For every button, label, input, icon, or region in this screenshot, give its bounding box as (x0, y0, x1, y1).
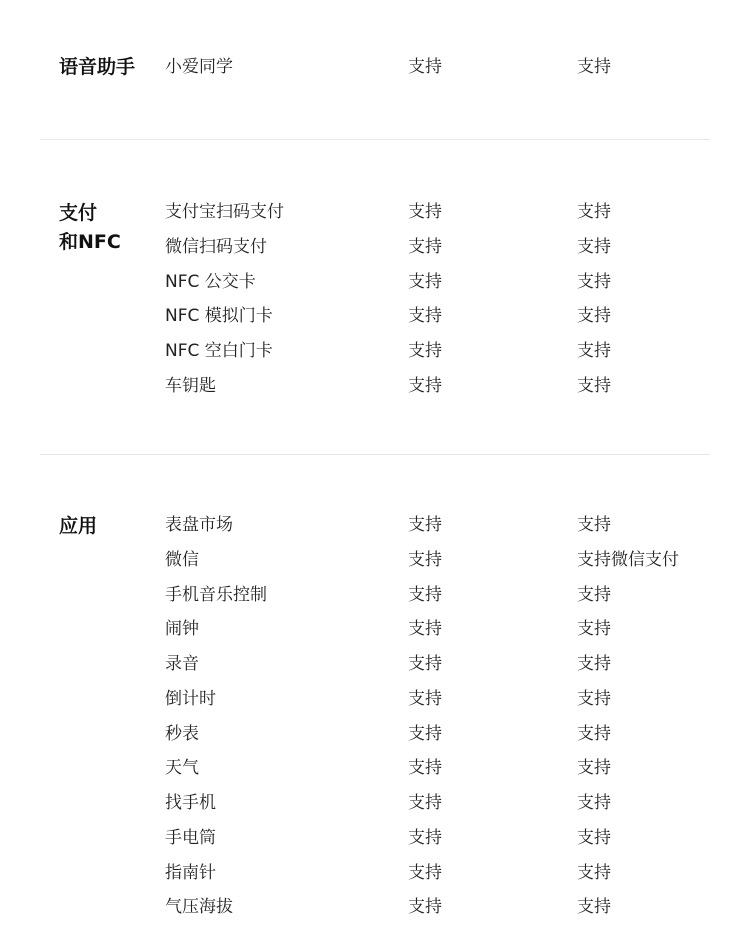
support-value-a: 支持 (408, 584, 442, 605)
feature-row (0, 618, 750, 653)
feature-row (0, 862, 750, 897)
feature-name: 小爱同学 (165, 57, 233, 77)
support-value-b: 支持 (577, 862, 611, 883)
feature-row (0, 549, 750, 584)
support-value-a: 支持 (408, 375, 442, 396)
support-value-b: 支持 (577, 654, 611, 674)
support-value-b: 支持 (577, 688, 611, 709)
feature-row (0, 792, 750, 827)
support-value-a: 支持 (408, 688, 442, 709)
feature-name: 找手机 (165, 793, 216, 813)
feature-name: 指南针 (165, 862, 216, 883)
feature-name: 录音 (165, 654, 199, 674)
feature-name: 车钥匙 (165, 375, 216, 396)
feature-name: NFC 公交卡 (165, 271, 256, 292)
support-value-b: 支持 (577, 236, 611, 257)
support-value-b: 支持 (577, 375, 611, 396)
feature-row (0, 271, 750, 306)
feature-row (0, 757, 750, 792)
feature-name: NFC 模拟门卡 (165, 306, 273, 327)
support-value-b: 支持微信支付 (577, 549, 679, 570)
feature-row (0, 375, 750, 410)
feature-name: 手机音乐控制 (165, 584, 267, 605)
support-value-a: 支持 (408, 57, 442, 77)
feature-name: 气压海拔 (165, 897, 233, 918)
feature-name: 支付宝扫码支付 (165, 202, 284, 222)
feature-name: NFC 空白门卡 (165, 341, 273, 361)
support-value-a: 支持 (408, 758, 442, 779)
support-value-b: 支持 (577, 584, 611, 605)
support-value-b: 支持 (577, 897, 611, 918)
feature-row (0, 584, 750, 619)
support-value-a: 支持 (408, 341, 442, 361)
support-value-b: 支持 (577, 758, 611, 779)
category-label: 语音助手 (59, 56, 136, 78)
support-value-a: 支持 (408, 897, 442, 918)
support-value-a: 支持 (408, 862, 442, 883)
support-value-a: 支持 (408, 202, 442, 222)
feature-name: 闹钟 (165, 619, 199, 640)
support-value-a: 支持 (408, 271, 442, 292)
feature-row (0, 653, 750, 688)
feature-row (0, 827, 750, 862)
feature-row (0, 688, 750, 723)
support-value-a: 支持 (408, 827, 442, 848)
support-value-b: 支持 (577, 57, 611, 77)
feature-name: 微信扫码支付 (165, 236, 267, 257)
support-value-a: 支持 (408, 515, 442, 535)
section-divider (40, 139, 710, 140)
support-value-a: 支持 (408, 793, 442, 813)
category-label: 应用 (59, 515, 98, 537)
feature-row (0, 201, 750, 236)
feature-row (0, 56, 750, 91)
support-value-b: 支持 (577, 793, 611, 813)
feature-row (0, 896, 750, 931)
support-value-a: 支持 (408, 619, 442, 640)
support-value-b: 支持 (577, 271, 611, 292)
feature-name: 表盘市场 (165, 515, 233, 535)
feature-name: 倒计时 (165, 688, 216, 709)
feature-rows (0, 56, 750, 91)
feature-name: 微信 (165, 549, 199, 570)
feature-name: 天气 (165, 758, 199, 779)
feature-name: 秒表 (165, 723, 199, 744)
support-value-a: 支持 (408, 306, 442, 327)
support-value-b: 支持 (577, 515, 611, 535)
support-value-a: 支持 (408, 549, 442, 570)
feature-rows (0, 201, 750, 410)
support-value-b: 支持 (577, 723, 611, 744)
support-value-b: 支持 (577, 827, 611, 848)
feature-row (0, 340, 750, 375)
section-divider (40, 454, 710, 455)
category-label: 支付 和NFC (59, 202, 121, 253)
feature-rows (0, 514, 750, 931)
support-value-a: 支持 (408, 654, 442, 674)
support-value-b: 支持 (577, 202, 611, 222)
support-value-b: 支持 (577, 619, 611, 640)
support-value-b: 支持 (577, 341, 611, 361)
feature-row (0, 514, 750, 549)
feature-name: 手电筒 (165, 827, 216, 848)
support-value-b: 支持 (577, 306, 611, 327)
feature-row (0, 305, 750, 340)
support-value-a: 支持 (408, 236, 442, 257)
feature-row (0, 723, 750, 758)
support-value-a: 支持 (408, 723, 442, 744)
feature-row (0, 236, 750, 271)
